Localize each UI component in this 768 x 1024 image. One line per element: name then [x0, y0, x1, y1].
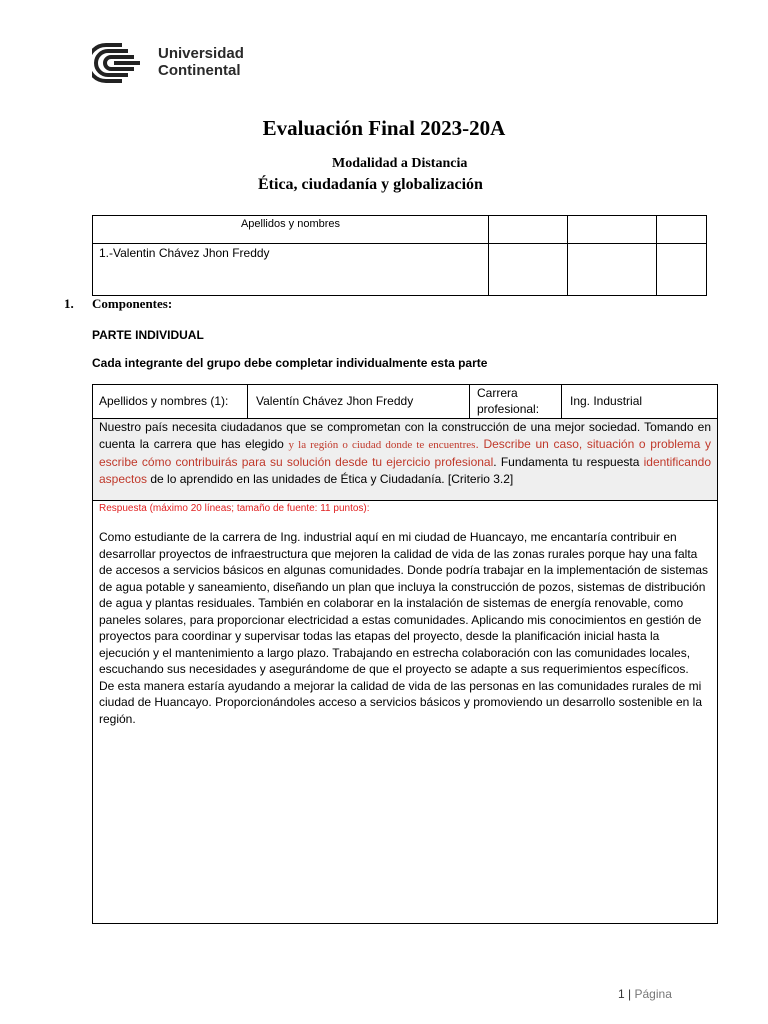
section-title: Componentes: [92, 296, 173, 311]
footer-separator: | [628, 987, 632, 1001]
task-prompt [93, 419, 717, 501]
university-logo-mark-icon [92, 42, 152, 84]
course-title: Ética, ciudadanía y globalización [258, 176, 483, 193]
members-empty-cell [657, 244, 707, 296]
part-heading: PARTE INDIVIDUAL [92, 328, 204, 342]
members-header-label: Apellidos y nombres [240, 218, 341, 230]
members-table-header-row [93, 216, 707, 244]
member-name-cell [93, 244, 489, 296]
modality-subtitle: Modalidad a Distancia [332, 156, 468, 171]
prompt-highlight: . Describe un caso, situación o problema y escribe cómo contribuirás para su solución desde tu ejercicio profesional [99, 437, 711, 469]
members-empty-cell [568, 216, 657, 244]
members-empty-cell [657, 216, 707, 244]
members-empty-cell [568, 244, 657, 296]
response-label: Respuesta (máximo 20 líneas; tamaño de fuente: 11 puntos): [99, 503, 370, 514]
members-empty-cell [489, 216, 568, 244]
logo-line-1: Universidad [158, 45, 244, 62]
prompt-text: . Fundamenta tu respuesta [493, 455, 644, 469]
prompt-text: de lo aprendido en las unidades de Ética y Ciudadanía. [Criterio 3.2] [147, 472, 514, 486]
members-empty-cell [489, 244, 568, 296]
prompt-text: Nuestro país necesita ciudadanos que se comprometan con la construcción de una mejor sociedad. Tomando en cuenta la carrera que has elegido [99, 420, 711, 451]
name-label: Apellidos y nombres (1): [93, 385, 248, 418]
answer-text [99, 529, 711, 727]
name-value: Valentín Chávez Jhon Freddy [248, 385, 470, 418]
student-info-row [93, 385, 717, 419]
table-row [93, 244, 707, 296]
page-label: Página [634, 987, 672, 1001]
prompt-highlight: y la región o ciudad donde te encuentres [288, 439, 476, 451]
prompt-highlight: identificando aspectos [99, 455, 711, 486]
career-value: Ing. Industrial [570, 394, 643, 408]
individual-form-box [92, 384, 718, 924]
part-instruction: Cada integrante del grupo debe completar individualmente esta parte [92, 356, 488, 370]
logo-line-2: Continental [158, 62, 241, 79]
logo-text [158, 45, 244, 79]
document-title: Evaluación Final 2023-20A [262, 116, 506, 140]
university-logo [92, 42, 262, 84]
page-number: 1 [618, 987, 625, 1001]
answer-paragraph: Como estudiante de la carrera de Ing. industrial aquí en mi ciudad de Huancayo, me encantaría contribuir en desarrollar proyectos de infraestructura que mejoren la calidad de vida de las zonas rurales porque hay una falta de accesos a servicios básicos en algunas comunidades. Donde podría trabajar en la implementación de sistemas de agua potable y saneamiento, diseñando un plan que incluya la construcción de pozos, sistemas de distribución de agua y plantas residuales. También en colaborar en la instalación de sistemas de energía renovable, como paneles solares, para proporcionar electricidad a estas comunidades. Aplicando mis conocimientos en gestión de proyectos para coordinar y supervisar todas las etapas del proyecto, desde la planificación inicial hasta la ejecución y el mantenimiento a largo plazo. Trabajando en estrecha colaboración con las comunidades locales, escuchando sus necesidades y asegurándome de que el proyecto se adapte a sus requerimientos específicos. [99, 530, 709, 676]
members-header-cell [93, 216, 489, 244]
answer-paragraph: De esta manera estaría ayudando a mejorar la calidad de vida de las personas en las comunidades rurales de mi ciudad de Huancayo. Proporcionándoles acceso a servicios básicos y promoviendo un desarrollo sostenible en la región. [99, 678, 703, 726]
career-label: Carrera profesional: [470, 385, 562, 418]
members-table [92, 215, 707, 296]
page-footer [618, 987, 672, 1001]
section-number: 1. [64, 296, 74, 311]
member-name: 1.-Valentin Chávez Jhon Freddy [99, 246, 270, 260]
